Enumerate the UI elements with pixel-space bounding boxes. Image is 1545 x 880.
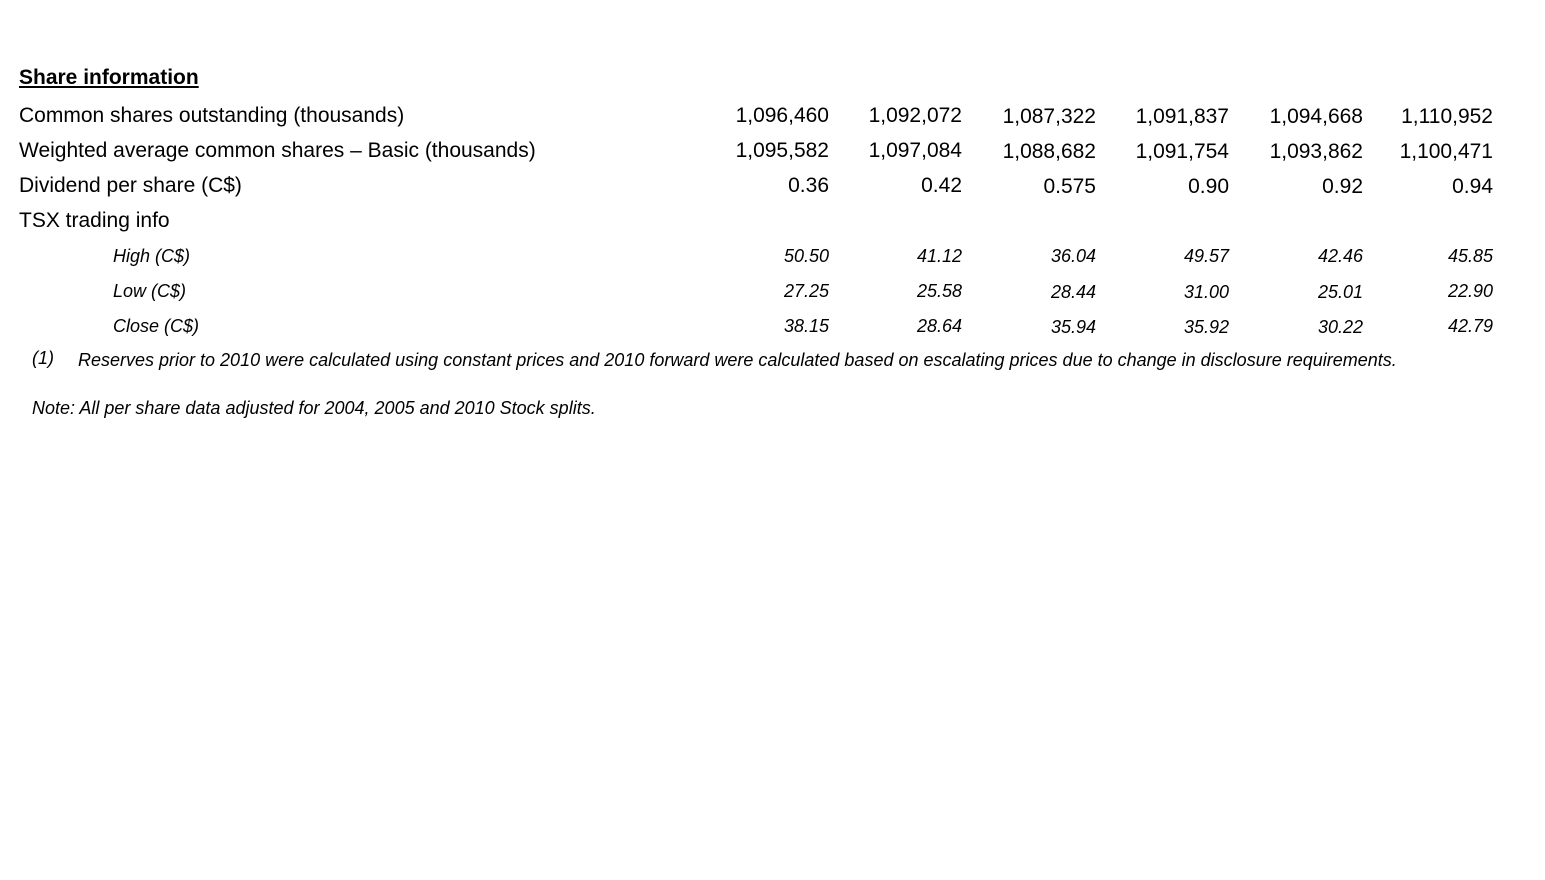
cell-value: 1,091,754 <box>1135 140 1229 163</box>
table-row <box>0 174 1545 204</box>
cell-value: 42.46 <box>1317 246 1363 266</box>
cell-value: 1,110,952 <box>1401 105 1493 128</box>
row-label: Common shares outstanding (thousands) <box>19 104 405 127</box>
cell-value: 50.50 <box>783 246 829 266</box>
table-row <box>0 139 1545 169</box>
cell-value: 1,095,582 <box>735 139 829 162</box>
footnote-text: Reserves prior to 2010 were calculated using constant prices and 2010 forward were calculated based on escalating prices due to change in disclosure requirements. <box>78 350 1397 370</box>
cell-value: 1,091,837 <box>1135 105 1229 128</box>
cell-value: 0.94 <box>1452 175 1493 198</box>
cell-value: 45.85 <box>1447 246 1493 266</box>
cell-value: 1,088,682 <box>1002 140 1096 163</box>
cell-value: 30.22 <box>1317 317 1363 337</box>
cell-value: 1,094,668 <box>1269 105 1363 128</box>
row-label: TSX trading info <box>19 209 170 232</box>
table-row <box>0 104 1545 134</box>
tsx-header-row <box>0 209 1545 239</box>
cell-value: 0.90 <box>1188 175 1229 198</box>
cell-value: 28.64 <box>916 316 962 336</box>
cell-value: 1,097,084 <box>868 139 962 162</box>
row-label: Dividend per share (C$) <box>19 174 242 197</box>
cell-value: 25.01 <box>1317 282 1363 302</box>
table-row <box>0 246 1545 276</box>
cell-value: 35.92 <box>1183 317 1229 337</box>
cell-value: 1,087,322 <box>1002 105 1096 128</box>
table-row <box>0 281 1545 311</box>
row-label: Weighted average common shares – Basic (thousands) <box>19 139 536 162</box>
table-row <box>0 316 1545 346</box>
cell-value: 31.00 <box>1183 282 1229 302</box>
cell-value: 25.58 <box>916 281 962 301</box>
cell-value: 41.12 <box>916 246 962 266</box>
cell-value: 0.42 <box>921 174 962 197</box>
cell-value: 35.94 <box>1050 317 1096 337</box>
cell-value: 27.25 <box>783 281 829 301</box>
row-label: Close (C$) <box>113 316 200 336</box>
cell-value: 28.44 <box>1050 282 1096 302</box>
cell-value: 22.90 <box>1447 281 1493 301</box>
footnote-marker: (1) <box>32 348 54 368</box>
cell-value: 49.57 <box>1183 246 1229 266</box>
cell-value: 42.79 <box>1447 316 1493 336</box>
cell-value: 36.04 <box>1050 246 1096 266</box>
row-label: Low (C$) <box>113 281 187 301</box>
cell-value: 38.15 <box>783 316 829 336</box>
row-label: High (C$) <box>113 246 191 266</box>
footnote-note: Note: All per share data adjusted for 2004, 2005 and 2010 Stock splits. <box>32 398 596 418</box>
cell-value: 1,100,471 <box>1399 140 1493 163</box>
cell-value: 0.575 <box>1043 175 1096 198</box>
cell-value: 0.36 <box>788 174 829 197</box>
cell-value: 0.92 <box>1322 175 1363 198</box>
section-title: Share information <box>19 66 199 89</box>
cell-value: 1,096,460 <box>735 104 829 127</box>
cell-value: 1,092,072 <box>868 104 962 127</box>
cell-value: 1,093,862 <box>1269 140 1363 163</box>
